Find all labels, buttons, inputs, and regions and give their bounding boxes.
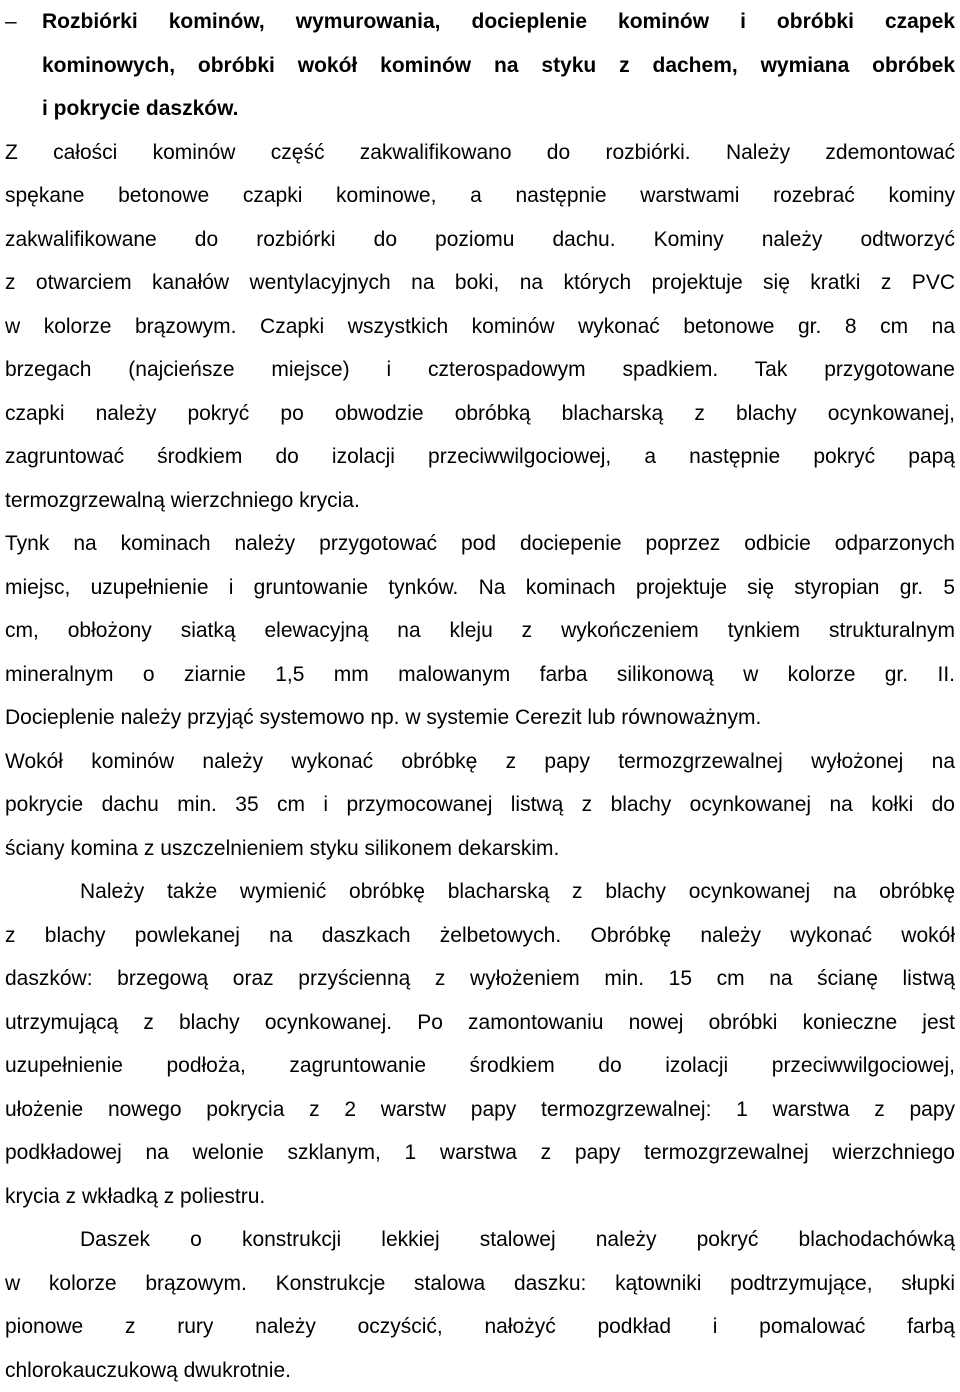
- body-line: w kolorze brązowym. Czapki wszystkich kominów wykonać betonowe gr. 8 cm na: [5, 305, 955, 349]
- body-line: Z całości kominów część zakwalifikowano do rozbiórki. Należy zdemontować: [5, 131, 955, 175]
- body-line: termozgrzewalną wierzchniego krycia.: [5, 479, 955, 523]
- body-line: pokrycie dachu min. 35 cm i przymocowanej listwą z blachy ocynkowanej na kołki do: [5, 783, 955, 827]
- body-line: spękane betonowe czapki kominowe, a następnie warstwami rozebrać kominy: [5, 174, 955, 218]
- body-line: daszków: brzegową oraz przyścienną z wyłożeniem min. 15 cm na ścianę listwą: [5, 957, 955, 1001]
- body-line: ściany komina z uszczelnieniem styku silikonem dekarskim.: [5, 827, 955, 871]
- body-line: mineralnym o ziarnie 1,5 mm malowanym farba silikonową w kolorze gr. II.: [5, 653, 955, 697]
- body-line: utrzymującą z blachy ocynkowanej. Po zamontowaniu nowej obróbki konieczne jest: [5, 1001, 955, 1045]
- body-line: cm, obłożony siatką elewacyjną na kleju z wykończeniem tynkiem strukturalnym: [5, 609, 955, 653]
- body-line: Docieplenie należy przyjąć systemowo np. w systemie Cerezit lub równoważnym.: [5, 696, 955, 740]
- heading-text: Rozbiórki kominów, wymurowania, docieplenie kominów i obróbki czapek: [42, 10, 955, 33]
- body-line: chlorokauczukową dwukrotnie.: [5, 1349, 955, 1392]
- body-line: z blachy powlekanej na daszkach żelbetowych. Obróbkę należy wykonać wokół: [5, 914, 955, 958]
- body-line: ułożenie nowego pokrycia z 2 warstw papy termozgrzewalnej: 1 warstwa z papy: [5, 1088, 955, 1132]
- body-line: z otwarciem kanałów wentylacyjnych na boki, na których projektuje się kratki z PVC: [5, 261, 955, 305]
- body-line: Wokół kominów należy wykonać obróbkę z papy termozgrzewalnej wyłożonej na: [5, 740, 955, 784]
- document-page: [5, 0, 955, 1392]
- body-line: Tynk na kominach należy przygotować pod dociepenie poprzez odbicie odparzonych: [5, 522, 955, 566]
- heading-line: i pokrycie daszków.: [5, 87, 955, 131]
- heading-line: [5, 0, 955, 44]
- body-line: zakwalifikowane do rozbiórki do poziomu dachu. Kominy należy odtworzyć: [5, 218, 955, 262]
- body-line: brzegach (najcieńsze miejsce) i czterospadowym spadkiem. Tak przygotowane: [5, 348, 955, 392]
- body-line: zagruntować środkiem do izolacji przeciwwilgociowej, a następnie pokryć papą: [5, 435, 955, 479]
- heading-line: kominowych, obróbki wokół kominów na styku z dachem, wymiana obróbek: [5, 44, 955, 88]
- body-line: Daszek o konstrukcji lekkiej stalowej należy pokryć blachodachówką: [5, 1218, 955, 1262]
- body-line: krycia z wkładką z poliestru.: [5, 1175, 955, 1219]
- body-line: pionowe z rury należy oczyścić, nałożyć podkład i pomalować farbą: [5, 1305, 955, 1349]
- body-line: czapki należy pokryć po obwodzie obróbką blacharską z blachy ocynkowanej,: [5, 392, 955, 436]
- body-line: Należy także wymienić obróbkę blacharską z blachy ocynkowanej na obróbkę: [5, 870, 955, 914]
- body-line: miejsc, uzupełnienie i gruntowanie tynków. Na kominach projektuje się styropian gr. 5: [5, 566, 955, 610]
- body-line: w kolorze brązowym. Konstrukcje stalowa daszku: kątowniki podtrzymujące, słupki: [5, 1262, 955, 1306]
- body-line: podkładowej na welonie szklanym, 1 warstwa z papy termozgrzewalnej wierzchniego: [5, 1131, 955, 1175]
- body-line: uzupełnienie podłoża, zagruntowanie środkiem do izolacji przeciwwilgociowej,: [5, 1044, 955, 1088]
- bullet-dash: –: [5, 0, 17, 44]
